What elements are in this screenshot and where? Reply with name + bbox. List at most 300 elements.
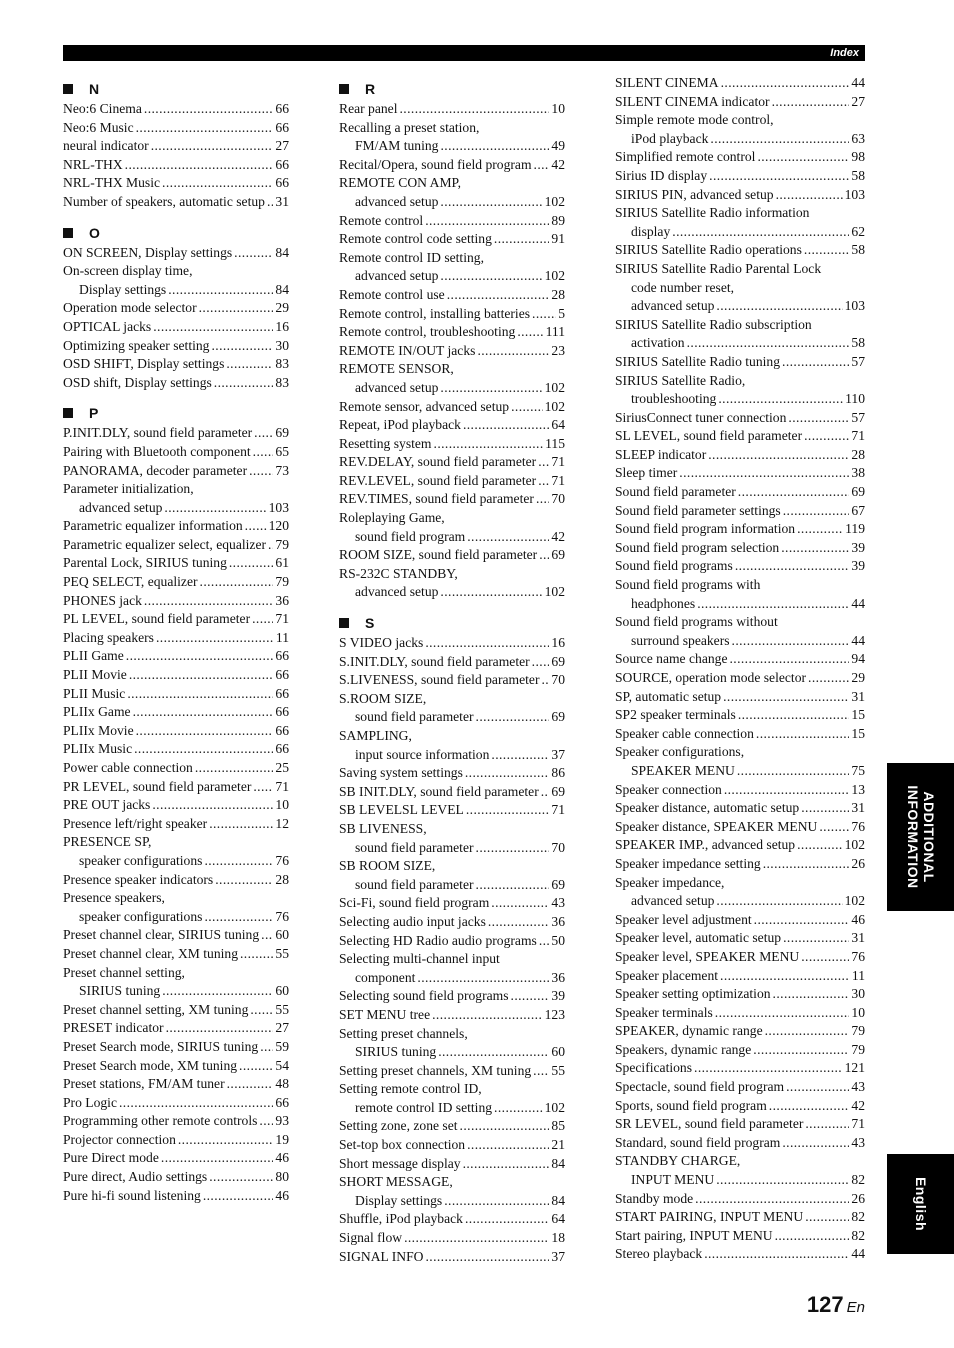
index-entry[interactable] bbox=[339, 230, 565, 249]
page-ref[interactable]: 84 bbox=[275, 244, 289, 260]
index-entry[interactable] bbox=[63, 1001, 289, 1020]
index-entry[interactable] bbox=[63, 703, 289, 722]
page-ref[interactable]: 37 bbox=[551, 1248, 565, 1264]
index-entry[interactable] bbox=[615, 316, 865, 353]
page-ref[interactable]: 55 bbox=[275, 1001, 289, 1017]
page-ref[interactable]: 57 bbox=[851, 409, 865, 425]
page-ref[interactable]: 63 bbox=[851, 130, 865, 146]
index-entry[interactable] bbox=[615, 1004, 865, 1023]
page-ref[interactable]: 102 bbox=[544, 398, 565, 414]
index-entry[interactable] bbox=[63, 156, 289, 175]
page-ref[interactable]: 120 bbox=[268, 518, 289, 534]
page-ref[interactable]: 31 bbox=[275, 193, 289, 209]
side-tab-english[interactable] bbox=[887, 1154, 954, 1254]
side-tab-additional-information[interactable] bbox=[887, 763, 954, 911]
index-entry[interactable] bbox=[63, 1094, 289, 1113]
page-ref[interactable]: 82 bbox=[851, 1209, 865, 1225]
index-entry[interactable] bbox=[615, 1245, 865, 1264]
index-entry[interactable] bbox=[339, 546, 565, 565]
page-ref[interactable]: 29 bbox=[851, 670, 865, 685]
page-ref[interactable]: 71 bbox=[851, 1116, 865, 1132]
index-entry[interactable] bbox=[615, 74, 865, 93]
page-ref[interactable]: 28 bbox=[851, 446, 865, 462]
page-ref[interactable]: 36 bbox=[275, 592, 289, 608]
page-ref[interactable]: 119 bbox=[845, 521, 865, 537]
index-entry[interactable] bbox=[339, 1062, 565, 1081]
index-entry[interactable] bbox=[615, 353, 865, 372]
page-ref[interactable]: 69 bbox=[551, 547, 565, 563]
page-ref[interactable]: 83 bbox=[275, 374, 289, 390]
page-ref[interactable]: 66 bbox=[275, 648, 289, 664]
index-entry[interactable] bbox=[63, 337, 289, 356]
index-entry[interactable] bbox=[615, 446, 865, 465]
index-entry[interactable] bbox=[63, 759, 289, 778]
page-ref[interactable]: 66 bbox=[275, 1094, 289, 1110]
page-ref[interactable]: 31 bbox=[851, 930, 865, 946]
page-ref[interactable]: 103 bbox=[844, 186, 865, 202]
index-entry[interactable] bbox=[63, 592, 289, 611]
page-ref[interactable]: 30 bbox=[851, 986, 865, 1002]
index-entry[interactable] bbox=[339, 174, 565, 211]
index-entry[interactable] bbox=[339, 1117, 565, 1136]
page-ref[interactable]: 62 bbox=[851, 223, 865, 239]
index-entry[interactable] bbox=[63, 443, 289, 462]
page-ref[interactable]: 55 bbox=[551, 1062, 565, 1078]
page-ref[interactable]: 82 bbox=[851, 1227, 865, 1243]
page-ref[interactable]: 71 bbox=[551, 454, 565, 470]
page-ref[interactable]: 123 bbox=[544, 1006, 565, 1022]
page-ref[interactable]: 70 bbox=[551, 839, 565, 855]
index-entry[interactable] bbox=[339, 212, 565, 231]
page-ref[interactable]: 16 bbox=[551, 635, 565, 651]
index-entry[interactable] bbox=[63, 1187, 289, 1206]
index-entry[interactable] bbox=[339, 634, 565, 653]
page-ref[interactable]: 12 bbox=[275, 815, 289, 831]
page-ref[interactable]: 58 bbox=[851, 167, 865, 183]
index-entry[interactable] bbox=[615, 557, 865, 576]
page-ref[interactable]: 102 bbox=[544, 1099, 565, 1115]
page-ref[interactable]: 10 bbox=[275, 797, 289, 813]
page-ref[interactable]: 71 bbox=[275, 778, 289, 794]
index-entry[interactable] bbox=[339, 653, 565, 672]
page-ref[interactable]: 26 bbox=[851, 855, 865, 871]
index-entry[interactable] bbox=[615, 539, 865, 558]
index-entry[interactable] bbox=[63, 137, 289, 156]
index-entry[interactable] bbox=[615, 111, 865, 148]
index-entry[interactable] bbox=[63, 119, 289, 138]
page-ref[interactable]: 85 bbox=[551, 1118, 565, 1134]
page-ref[interactable]: 11 bbox=[851, 967, 865, 983]
index-entry[interactable] bbox=[615, 409, 865, 428]
index-entry[interactable] bbox=[339, 894, 565, 913]
index-entry[interactable] bbox=[615, 260, 865, 316]
page-ref[interactable]: 46 bbox=[851, 911, 865, 927]
page-ref[interactable]: 5 bbox=[558, 305, 565, 321]
index-entry[interactable] bbox=[615, 799, 865, 818]
index-entry[interactable] bbox=[615, 874, 865, 911]
page-ref[interactable]: 69 bbox=[551, 783, 565, 799]
page-ref[interactable]: 69 bbox=[551, 653, 565, 669]
page-ref[interactable]: 69 bbox=[551, 876, 565, 892]
page-ref[interactable]: 44 bbox=[851, 1246, 865, 1262]
index-entry[interactable] bbox=[339, 398, 565, 417]
index-entry[interactable] bbox=[63, 889, 289, 926]
index-entry[interactable] bbox=[339, 857, 565, 894]
index-entry[interactable] bbox=[615, 1227, 865, 1246]
index-entry[interactable] bbox=[63, 1131, 289, 1150]
page-ref[interactable]: 115 bbox=[545, 435, 565, 451]
page-ref[interactable]: 84 bbox=[275, 281, 289, 297]
index-entry[interactable] bbox=[63, 610, 289, 629]
page-ref[interactable]: 27 bbox=[275, 1020, 289, 1036]
index-entry[interactable] bbox=[615, 502, 865, 521]
index-entry[interactable] bbox=[339, 1229, 565, 1248]
page-ref[interactable]: 71 bbox=[551, 802, 565, 818]
index-entry[interactable] bbox=[63, 666, 289, 685]
page-ref[interactable]: 66 bbox=[275, 704, 289, 720]
page-ref[interactable]: 110 bbox=[845, 391, 865, 407]
index-entry[interactable] bbox=[339, 305, 565, 324]
page-ref[interactable]: 79 bbox=[851, 1041, 865, 1057]
page-ref[interactable]: 94 bbox=[851, 651, 865, 667]
index-entry[interactable] bbox=[63, 647, 289, 666]
index-entry[interactable] bbox=[615, 167, 865, 186]
index-entry[interactable] bbox=[339, 1025, 565, 1062]
index-entry[interactable] bbox=[615, 464, 865, 483]
page-ref[interactable]: 66 bbox=[275, 722, 289, 738]
page-ref[interactable]: 102 bbox=[844, 837, 865, 853]
page-ref[interactable]: 50 bbox=[551, 932, 565, 948]
index-entry[interactable] bbox=[63, 685, 289, 704]
page-ref[interactable]: 66 bbox=[275, 685, 289, 701]
page-ref[interactable]: 30 bbox=[275, 337, 289, 353]
page-ref[interactable]: 121 bbox=[844, 1060, 865, 1076]
index-entry[interactable] bbox=[615, 148, 865, 167]
index-entry[interactable] bbox=[63, 374, 289, 393]
index-entry[interactable] bbox=[615, 520, 865, 539]
index-entry[interactable] bbox=[615, 1208, 865, 1227]
page-ref[interactable]: 39 bbox=[551, 988, 565, 1004]
page-ref[interactable]: 66 bbox=[275, 156, 289, 172]
page-ref[interactable]: 27 bbox=[275, 138, 289, 154]
index-entry[interactable] bbox=[615, 688, 865, 707]
index-entry[interactable] bbox=[339, 490, 565, 509]
index-entry[interactable] bbox=[615, 1097, 865, 1116]
page-ref[interactable]: 70 bbox=[551, 491, 565, 507]
page-ref[interactable]: 69 bbox=[551, 709, 565, 725]
index-entry[interactable] bbox=[63, 1057, 289, 1076]
page-ref[interactable]: 15 bbox=[851, 725, 865, 741]
index-entry[interactable] bbox=[63, 945, 289, 964]
page-ref[interactable]: 25 bbox=[275, 760, 289, 775]
page-ref[interactable]: 76 bbox=[275, 852, 289, 868]
index-entry[interactable] bbox=[63, 424, 289, 443]
page-ref[interactable]: 102 bbox=[544, 193, 565, 209]
index-entry[interactable] bbox=[63, 174, 289, 193]
page-ref[interactable]: 23 bbox=[551, 342, 565, 358]
page-ref[interactable]: 18 bbox=[551, 1230, 565, 1246]
index-entry[interactable] bbox=[615, 818, 865, 837]
index-entry[interactable] bbox=[615, 650, 865, 669]
index-entry[interactable] bbox=[339, 950, 565, 987]
page-ref[interactable]: 71 bbox=[851, 428, 865, 444]
page-ref[interactable]: 28 bbox=[275, 871, 289, 887]
page-ref[interactable]: 37 bbox=[551, 746, 565, 762]
page-ref[interactable]: 102 bbox=[544, 379, 565, 395]
page-ref[interactable]: 79 bbox=[851, 1023, 865, 1039]
index-entry[interactable] bbox=[63, 244, 289, 263]
index-entry[interactable] bbox=[615, 669, 865, 688]
page-ref[interactable]: 73 bbox=[275, 462, 289, 478]
page-ref[interactable]: 102 bbox=[544, 268, 565, 284]
index-entry[interactable] bbox=[615, 1078, 865, 1097]
index-entry[interactable] bbox=[615, 725, 865, 744]
index-entry[interactable] bbox=[339, 1080, 565, 1117]
index-entry[interactable] bbox=[339, 565, 565, 602]
page-ref[interactable]: 61 bbox=[275, 555, 289, 571]
page-ref[interactable]: 49 bbox=[551, 138, 565, 154]
page-ref[interactable]: 102 bbox=[544, 584, 565, 600]
index-entry[interactable] bbox=[63, 536, 289, 555]
page-ref[interactable]: 69 bbox=[851, 484, 865, 500]
index-entry[interactable] bbox=[615, 241, 865, 260]
page-ref[interactable]: 19 bbox=[275, 1131, 289, 1147]
page-ref[interactable]: 21 bbox=[551, 1137, 565, 1153]
index-entry[interactable] bbox=[339, 801, 565, 820]
index-entry[interactable] bbox=[63, 517, 289, 536]
index-entry[interactable] bbox=[339, 987, 565, 1006]
page-ref[interactable]: 31 bbox=[851, 688, 865, 704]
index-entry[interactable] bbox=[339, 1173, 565, 1210]
page-ref[interactable]: 31 bbox=[851, 800, 865, 816]
page-ref[interactable]: 93 bbox=[275, 1113, 289, 1129]
page-ref[interactable]: 76 bbox=[851, 818, 865, 834]
page-ref[interactable]: 11 bbox=[275, 629, 289, 645]
page-ref[interactable]: 54 bbox=[275, 1057, 289, 1073]
page-ref[interactable]: 91 bbox=[551, 231, 565, 247]
index-entry[interactable] bbox=[615, 911, 865, 930]
page-ref[interactable]: 80 bbox=[275, 1169, 289, 1185]
index-entry[interactable] bbox=[615, 985, 865, 1004]
index-entry[interactable] bbox=[615, 1190, 865, 1209]
page-ref[interactable]: 46 bbox=[275, 1150, 289, 1166]
index-entry[interactable] bbox=[63, 815, 289, 834]
page-ref[interactable]: 57 bbox=[851, 353, 865, 369]
page-ref[interactable]: 42 bbox=[851, 1097, 865, 1113]
index-entry[interactable] bbox=[615, 1134, 865, 1153]
page-ref[interactable]: 67 bbox=[851, 502, 865, 518]
page-ref[interactable]: 75 bbox=[851, 762, 865, 778]
page-ref[interactable]: 82 bbox=[851, 1172, 865, 1188]
index-entry[interactable] bbox=[63, 299, 289, 318]
index-entry[interactable] bbox=[339, 1006, 565, 1025]
page-ref[interactable]: 89 bbox=[551, 212, 565, 228]
index-entry[interactable] bbox=[615, 186, 865, 205]
page-ref[interactable]: 66 bbox=[275, 741, 289, 757]
page-ref[interactable]: 64 bbox=[551, 417, 565, 433]
index-entry[interactable] bbox=[63, 193, 289, 212]
page-ref[interactable]: 10 bbox=[551, 101, 565, 116]
page-ref[interactable]: 27 bbox=[851, 93, 865, 109]
index-entry[interactable] bbox=[339, 1155, 565, 1174]
page-ref[interactable]: 58 bbox=[851, 242, 865, 258]
index-entry[interactable] bbox=[339, 509, 565, 546]
page-ref[interactable]: 79 bbox=[275, 536, 289, 552]
page-ref[interactable]: 66 bbox=[275, 101, 289, 116]
index-entry[interactable] bbox=[63, 1112, 289, 1131]
index-entry[interactable] bbox=[615, 93, 865, 112]
index-entry[interactable] bbox=[63, 833, 289, 870]
index-entry[interactable] bbox=[615, 1152, 865, 1189]
page-ref[interactable]: 46 bbox=[275, 1187, 289, 1203]
index-entry[interactable] bbox=[615, 948, 865, 967]
index-entry[interactable] bbox=[615, 1022, 865, 1041]
page-ref[interactable]: 42 bbox=[551, 528, 565, 544]
page-ref[interactable]: 66 bbox=[275, 175, 289, 191]
index-entry[interactable] bbox=[339, 249, 565, 286]
page-ref[interactable]: 39 bbox=[851, 558, 865, 574]
index-entry[interactable] bbox=[63, 629, 289, 648]
index-entry[interactable] bbox=[63, 871, 289, 890]
page-ref[interactable]: 60 bbox=[551, 1044, 565, 1060]
index-entry[interactable] bbox=[339, 156, 565, 175]
page-ref[interactable]: 66 bbox=[275, 119, 289, 135]
page-ref[interactable]: 60 bbox=[275, 983, 289, 999]
page-ref[interactable]: 79 bbox=[275, 574, 289, 590]
index-entry[interactable] bbox=[615, 706, 865, 725]
index-entry[interactable] bbox=[63, 778, 289, 797]
index-entry[interactable] bbox=[63, 1075, 289, 1094]
index-entry[interactable] bbox=[63, 1019, 289, 1038]
page-ref[interactable]: 65 bbox=[275, 443, 289, 459]
page-ref[interactable]: 44 bbox=[851, 632, 865, 648]
page-ref[interactable]: 38 bbox=[851, 465, 865, 481]
page-ref[interactable]: 26 bbox=[851, 1190, 865, 1206]
index-entry[interactable] bbox=[615, 613, 865, 650]
page-ref[interactable]: 55 bbox=[275, 945, 289, 961]
index-entry[interactable] bbox=[615, 1041, 865, 1060]
page-ref[interactable]: 42 bbox=[551, 156, 565, 172]
page-ref[interactable]: 44 bbox=[851, 75, 865, 90]
index-entry[interactable] bbox=[63, 796, 289, 815]
index-entry[interactable] bbox=[339, 435, 565, 454]
index-entry[interactable] bbox=[63, 262, 289, 299]
page-ref[interactable]: 60 bbox=[275, 927, 289, 943]
index-entry[interactable] bbox=[63, 480, 289, 517]
index-entry[interactable] bbox=[615, 781, 865, 800]
index-entry[interactable] bbox=[339, 472, 565, 491]
index-entry[interactable] bbox=[339, 727, 565, 764]
index-entry[interactable] bbox=[63, 355, 289, 374]
page-ref[interactable]: 98 bbox=[851, 149, 865, 165]
page-ref[interactable]: 28 bbox=[551, 286, 565, 302]
page-ref[interactable]: 69 bbox=[275, 425, 289, 441]
page-ref[interactable]: 83 bbox=[275, 356, 289, 372]
page-ref[interactable]: 29 bbox=[275, 300, 289, 316]
index-entry[interactable] bbox=[615, 427, 865, 446]
page-ref[interactable]: 64 bbox=[551, 1211, 565, 1227]
index-entry[interactable] bbox=[63, 722, 289, 741]
page-ref[interactable]: 43 bbox=[851, 1079, 865, 1095]
index-entry[interactable] bbox=[615, 836, 865, 855]
page-ref[interactable]: 84 bbox=[551, 1155, 565, 1171]
page-ref[interactable]: 13 bbox=[851, 781, 865, 797]
index-entry[interactable] bbox=[63, 1038, 289, 1057]
index-entry[interactable] bbox=[339, 1248, 565, 1267]
page-ref[interactable]: 111 bbox=[545, 324, 565, 340]
page-ref[interactable]: 15 bbox=[851, 707, 865, 723]
page-ref[interactable]: 71 bbox=[551, 472, 565, 488]
page-ref[interactable]: 48 bbox=[275, 1076, 289, 1092]
page-ref[interactable]: 70 bbox=[551, 672, 565, 688]
page-ref[interactable]: 44 bbox=[851, 595, 865, 611]
index-entry[interactable] bbox=[339, 671, 565, 690]
index-entry[interactable] bbox=[63, 1149, 289, 1168]
index-entry[interactable] bbox=[63, 740, 289, 759]
index-entry[interactable] bbox=[339, 342, 565, 361]
page-ref[interactable]: 103 bbox=[268, 499, 289, 515]
page-ref[interactable]: 59 bbox=[275, 1038, 289, 1054]
page-ref[interactable]: 43 bbox=[551, 895, 565, 911]
page-ref[interactable]: 36 bbox=[551, 969, 565, 985]
page-ref[interactable]: 43 bbox=[851, 1134, 865, 1150]
page-ref[interactable]: 66 bbox=[275, 667, 289, 683]
index-entry[interactable] bbox=[339, 416, 565, 435]
index-entry[interactable] bbox=[339, 286, 565, 305]
index-entry[interactable] bbox=[615, 855, 865, 874]
index-entry[interactable] bbox=[339, 1210, 565, 1229]
page-ref[interactable]: 103 bbox=[844, 298, 865, 314]
page-ref[interactable]: 71 bbox=[275, 611, 289, 627]
page-ref[interactable]: 36 bbox=[551, 913, 565, 929]
index-entry[interactable] bbox=[339, 323, 565, 342]
index-entry[interactable] bbox=[339, 690, 565, 727]
index-entry[interactable] bbox=[63, 462, 289, 481]
index-entry[interactable] bbox=[339, 932, 565, 951]
index-entry[interactable] bbox=[63, 573, 289, 592]
index-entry[interactable] bbox=[339, 100, 565, 119]
index-entry[interactable] bbox=[339, 360, 565, 397]
index-entry[interactable] bbox=[63, 554, 289, 573]
page-ref[interactable]: 76 bbox=[851, 948, 865, 964]
page-ref[interactable]: 76 bbox=[275, 908, 289, 924]
index-entry[interactable] bbox=[339, 764, 565, 783]
index-entry[interactable] bbox=[339, 820, 565, 857]
index-entry[interactable] bbox=[63, 1168, 289, 1187]
index-entry[interactable] bbox=[615, 204, 865, 241]
index-entry[interactable] bbox=[339, 783, 565, 802]
page-ref[interactable]: 39 bbox=[851, 539, 865, 555]
page-ref[interactable]: 10 bbox=[851, 1004, 865, 1020]
index-entry[interactable] bbox=[615, 1115, 865, 1134]
index-entry[interactable] bbox=[339, 453, 565, 472]
index-entry[interactable] bbox=[615, 483, 865, 502]
index-entry[interactable] bbox=[615, 929, 865, 948]
index-entry[interactable] bbox=[615, 576, 865, 613]
index-entry[interactable] bbox=[339, 1136, 565, 1155]
index-entry[interactable] bbox=[63, 318, 289, 337]
page-ref[interactable]: 102 bbox=[844, 893, 865, 909]
index-entry[interactable] bbox=[63, 926, 289, 945]
page-ref[interactable]: 86 bbox=[551, 765, 565, 781]
index-entry[interactable] bbox=[63, 964, 289, 1001]
index-entry[interactable] bbox=[339, 913, 565, 932]
page-ref[interactable]: 84 bbox=[551, 1192, 565, 1208]
page-ref[interactable]: 16 bbox=[275, 318, 289, 334]
index-entry[interactable] bbox=[615, 967, 865, 986]
index-entry[interactable] bbox=[339, 119, 565, 156]
index-entry[interactable] bbox=[615, 372, 865, 409]
